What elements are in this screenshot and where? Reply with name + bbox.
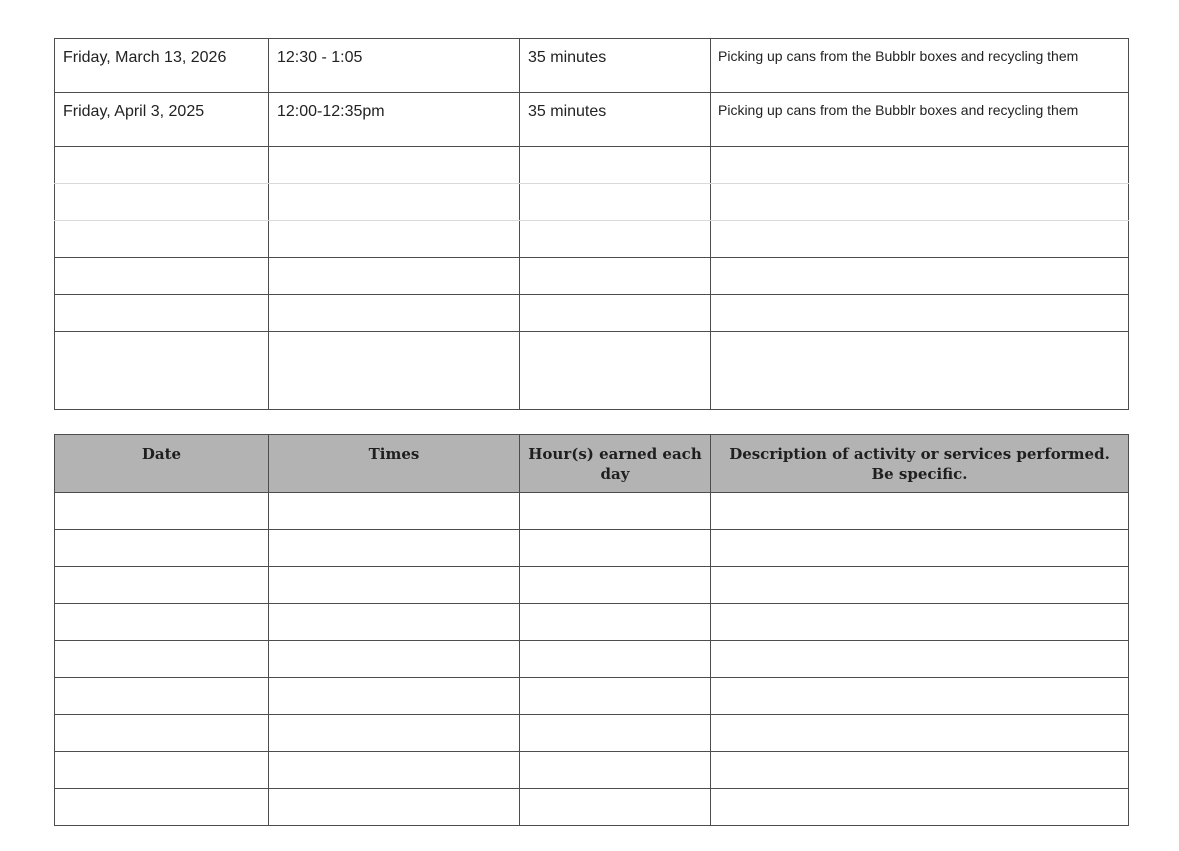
table-row bbox=[55, 39, 1129, 93]
table-row bbox=[55, 147, 1129, 184]
hours-cell[interactable] bbox=[520, 752, 711, 789]
description-cell[interactable] bbox=[711, 678, 1129, 715]
times-cell[interactable] bbox=[269, 567, 520, 604]
date-cell[interactable] bbox=[55, 789, 269, 826]
date-cell[interactable] bbox=[55, 641, 269, 678]
description-cell[interactable] bbox=[711, 39, 1129, 93]
column-header-times bbox=[269, 435, 520, 493]
table-row bbox=[55, 184, 1129, 221]
table-row bbox=[55, 678, 1129, 715]
date-cell[interactable] bbox=[55, 752, 269, 789]
date-value: Friday, March 13, 2026 bbox=[63, 49, 227, 66]
date-cell[interactable] bbox=[55, 332, 269, 410]
description-cell[interactable] bbox=[711, 604, 1129, 641]
date-cell[interactable] bbox=[55, 678, 269, 715]
hours-cell[interactable] bbox=[520, 147, 711, 184]
description-value: Picking up cans from the Bubblr boxes and recycling them bbox=[718, 48, 1079, 64]
date-cell[interactable] bbox=[55, 93, 269, 147]
date-cell[interactable] bbox=[55, 604, 269, 641]
times-cell[interactable] bbox=[269, 789, 520, 826]
hours-cell[interactable] bbox=[520, 641, 711, 678]
times-cell[interactable] bbox=[269, 715, 520, 752]
hours-cell[interactable] bbox=[520, 39, 711, 93]
column-header-label: Date bbox=[141, 445, 182, 463]
description-cell[interactable] bbox=[711, 789, 1129, 826]
table-header-row bbox=[55, 435, 1129, 493]
hours-cell[interactable] bbox=[520, 332, 711, 410]
description-cell[interactable] bbox=[711, 530, 1129, 567]
times-cell[interactable] bbox=[269, 604, 520, 641]
hours-cell[interactable] bbox=[520, 678, 711, 715]
hours-cell[interactable] bbox=[520, 493, 711, 530]
column-header-date bbox=[55, 435, 269, 493]
times-cell[interactable] bbox=[269, 641, 520, 678]
times-cell[interactable] bbox=[269, 295, 520, 332]
hours-cell[interactable] bbox=[520, 789, 711, 826]
date-value: Friday, April 3, 2025 bbox=[63, 103, 205, 120]
table-row bbox=[55, 258, 1129, 295]
description-cell[interactable] bbox=[711, 641, 1129, 678]
table-row bbox=[55, 493, 1129, 530]
table-row bbox=[55, 221, 1129, 258]
hours-cell[interactable] bbox=[520, 184, 711, 221]
table-row bbox=[55, 789, 1129, 826]
hours-cell[interactable] bbox=[520, 530, 711, 567]
table-row bbox=[55, 93, 1129, 147]
table-row bbox=[55, 715, 1129, 752]
times-cell[interactable] bbox=[269, 184, 520, 221]
description-cell[interactable] bbox=[711, 332, 1129, 410]
table-row bbox=[55, 641, 1129, 678]
times-cell[interactable] bbox=[269, 39, 520, 93]
date-cell[interactable] bbox=[55, 147, 269, 184]
description-cell[interactable] bbox=[711, 93, 1129, 147]
description-cell[interactable] bbox=[711, 184, 1129, 221]
description-cell[interactable] bbox=[711, 295, 1129, 332]
hours-cell[interactable] bbox=[520, 604, 711, 641]
description-cell[interactable] bbox=[711, 715, 1129, 752]
date-cell[interactable] bbox=[55, 184, 269, 221]
table-row bbox=[55, 295, 1129, 332]
times-value: 12:30 - 1:05 bbox=[277, 49, 363, 66]
description-value: Picking up cans from the Bubblr boxes and recycling them bbox=[718, 102, 1079, 118]
column-header-label: Times bbox=[368, 445, 420, 463]
hours-cell[interactable] bbox=[520, 295, 711, 332]
table-row bbox=[55, 604, 1129, 641]
date-cell[interactable] bbox=[55, 258, 269, 295]
times-cell[interactable] bbox=[269, 752, 520, 789]
hours-cell[interactable] bbox=[520, 221, 711, 258]
description-cell[interactable] bbox=[711, 258, 1129, 295]
table-row bbox=[55, 530, 1129, 567]
table-row bbox=[55, 567, 1129, 604]
column-header-hours bbox=[520, 435, 711, 493]
column-header-description bbox=[711, 435, 1129, 493]
column-header-label: Description of activity or services performed. Be specific. bbox=[729, 445, 1110, 483]
times-cell[interactable] bbox=[269, 147, 520, 184]
hours-cell[interactable] bbox=[520, 567, 711, 604]
service-log-table bbox=[54, 434, 1129, 826]
table-row bbox=[55, 752, 1129, 789]
times-value: 12:00-12:35pm bbox=[277, 103, 385, 120]
hours-value: 35 minutes bbox=[528, 103, 607, 120]
description-cell[interactable] bbox=[711, 493, 1129, 530]
times-cell[interactable] bbox=[269, 493, 520, 530]
times-cell[interactable] bbox=[269, 530, 520, 567]
date-cell[interactable] bbox=[55, 567, 269, 604]
hours-cell[interactable] bbox=[520, 93, 711, 147]
times-cell[interactable] bbox=[269, 93, 520, 147]
column-header-label: Hour(s) earned each day bbox=[528, 445, 702, 483]
date-cell[interactable] bbox=[55, 530, 269, 567]
date-cell[interactable] bbox=[55, 221, 269, 258]
description-cell[interactable] bbox=[711, 221, 1129, 258]
times-cell[interactable] bbox=[269, 332, 520, 410]
hours-cell[interactable] bbox=[520, 258, 711, 295]
date-cell[interactable] bbox=[55, 295, 269, 332]
hours-cell[interactable] bbox=[520, 715, 711, 752]
description-cell[interactable] bbox=[711, 567, 1129, 604]
description-cell[interactable] bbox=[711, 752, 1129, 789]
date-cell[interactable] bbox=[55, 715, 269, 752]
times-cell[interactable] bbox=[269, 678, 520, 715]
times-cell[interactable] bbox=[269, 221, 520, 258]
date-cell[interactable] bbox=[55, 39, 269, 93]
hours-value: 35 minutes bbox=[528, 49, 607, 66]
times-cell[interactable] bbox=[269, 258, 520, 295]
date-cell[interactable] bbox=[55, 493, 269, 530]
service-log-table-continued bbox=[54, 38, 1129, 410]
table-row bbox=[55, 332, 1129, 410]
description-cell[interactable] bbox=[711, 147, 1129, 184]
